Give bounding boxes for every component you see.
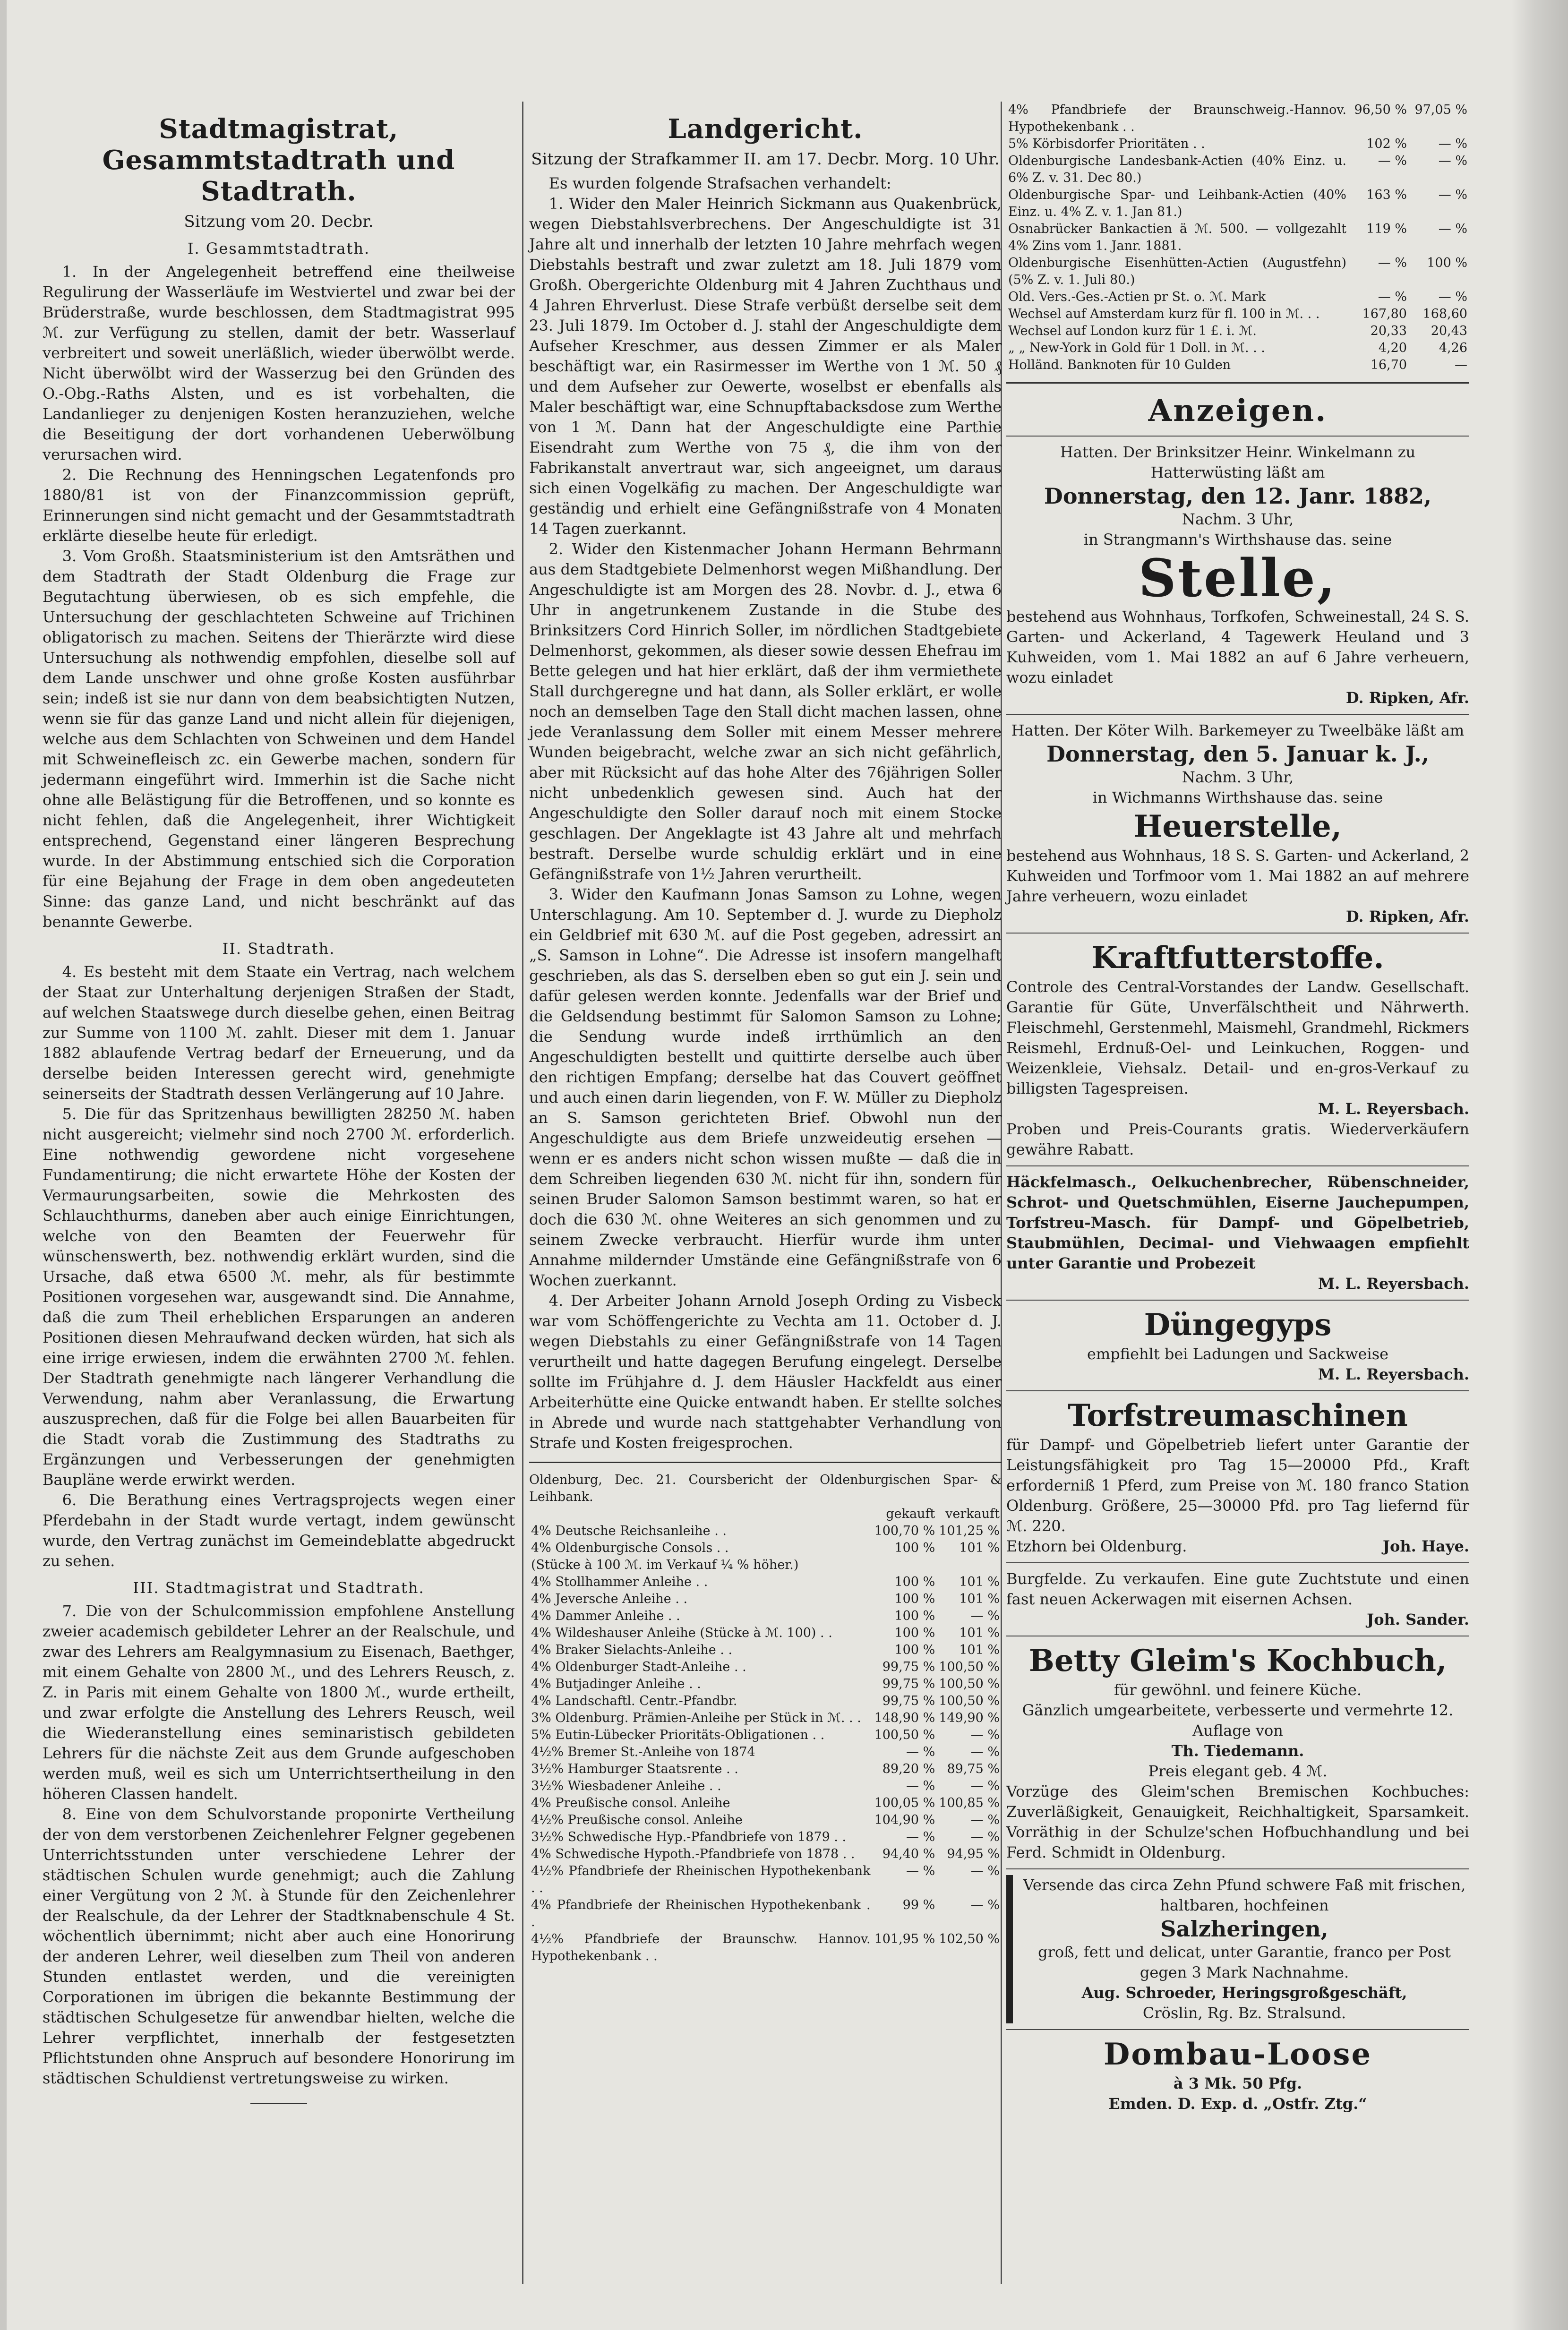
- ask-price: 94,95 %: [947, 1847, 1000, 1861]
- divider: [1006, 436, 1469, 437]
- divider: [1006, 933, 1469, 934]
- ad-footer: [1006, 1536, 1469, 1557]
- bid-price: — %: [906, 1779, 935, 1793]
- ask-price: — %: [1438, 290, 1467, 304]
- ask-price: 101 %: [959, 1626, 1000, 1640]
- ask-price: 97,05 %: [1414, 103, 1467, 117]
- ask-price: 100,85 %: [939, 1796, 1000, 1810]
- page-right-shadow: [1511, 0, 1568, 2330]
- ad-burgfelde: [1006, 1569, 1469, 1630]
- rate-row: [529, 1744, 1002, 1761]
- security-name: 4½% Pfandbriefe der Braunschw. Hannov. Hypothekenbank . .: [531, 1932, 871, 1963]
- ads-title: Anzeigen.: [1148, 393, 1328, 428]
- security-name: Osnabrücker Bankactien ä ℳ. 500. — vollgezahlt 4% Zins vom 1. Janr. 1881.: [1008, 222, 1346, 253]
- bid-price: 99 %: [902, 1898, 935, 1912]
- rate-row: [1006, 102, 1469, 136]
- ask-price: — %: [970, 1728, 1000, 1742]
- ad-intro: Hatten. Der Köter Wilh. Barkemeyer zu Tweelbäke läßt am: [1011, 721, 1465, 739]
- ad-headline: Heuerstelle,: [1133, 809, 1342, 844]
- security-name: 3½% Wiesbadener Anleihe . .: [531, 1779, 721, 1793]
- ask-price: [937, 1557, 1002, 1574]
- rate-row: [1006, 153, 1469, 187]
- ad-salzheringe: [1006, 1875, 1469, 2023]
- ad-place: Cröslin, Rg. Bz. Stralsund.: [1142, 2004, 1346, 2022]
- intro-line: Es wurden folgende Strafsachen verhandelt:: [548, 174, 891, 192]
- paragraph: 3. Wider den Kaufmann Jonas Samson zu Lohne, wegen Unterschlagung. Am 10. September d. J. wurde zu Diepholz ein Geldbrief mit 630 ℳ. auf die Post gegeben, adressirt an „S. Samson in Lohne“. Die Adresse ist insofern mangelhaft geschrieben, als das S. derselben eben so gut ein J. sein und dafür gelesen werden konnte. Jedenfalls war der Brief und die Geldsendung bestimmt für Salomon Samson zu Lohne; die Sendung wurde indeß irrthümlich an den Angeschuldigten bestellt und quittirte derselbe auch über den richtigen Empfang; derselbe hat das Couvert geöffnet und auch einen darin liegenden, von F. W. Müller zu Diepholz an S. Samson gerichteten Brief. Obwohl nun der Angeschuldigte aus dem Briefe unzweideutig ersehen — wenn er es anders nicht schon wissen mußte — daß die in dem Schreiben liegenden 630 ℳ. nicht für ihn, sondern für seinen Bruder Salomon Samson bestimmt waren, so hat er doch die 630 ℳ. ohne Weiteres an sich genommen und zu seinem Zwecke verbraucht. Hierfür wurde ihm unter Annahme mildernder Umstände eine Gefängnißstrafe von 6 Wochen zuerkannt.: [529, 885, 1002, 1289]
- ad-body: bestehend aus Wohnhaus, 18 S. S. Garten- und Ackerland, 2 Kuhweiden und Torfmoor vom 1. Mai 1882 an auf mehrere Jahre verheuern, wozu einladet: [1006, 847, 1469, 905]
- rate-row: [529, 1846, 1002, 1863]
- rate-row: [529, 1863, 1002, 1897]
- ad-headline: Betty Gleim's Kochbuch,: [1028, 1643, 1447, 1679]
- bid-price: 16,70: [1370, 358, 1407, 372]
- bid-price: 100,05 %: [874, 1796, 935, 1810]
- ad-body: Gänzlich umgearbeitete, verbesserte und vermehrte 12. Auflage von: [1022, 1701, 1454, 1739]
- bid-price: 100,50 %: [874, 1728, 935, 1742]
- rate-row: [529, 1574, 1002, 1591]
- security-name: 5% Körbisdorfer Prioritäten . .: [1008, 137, 1205, 151]
- ask-price: 89,75 %: [947, 1762, 1000, 1776]
- ask-price: — %: [970, 1609, 1000, 1623]
- bid-price: 100 %: [894, 1609, 935, 1623]
- ad-headline: Kraftfutterstoffe.: [1091, 940, 1384, 976]
- section-heading: I. Gesammtstadtrath.: [187, 240, 370, 257]
- ad-subtitle: für gewöhnl. und feinere Küche.: [1114, 1681, 1362, 1699]
- ad-time: Nachm. 3 Uhr,: [1182, 510, 1294, 528]
- bid-price: — %: [906, 1745, 935, 1759]
- ad-signature: D. Ripken, Afr.: [1345, 689, 1469, 707]
- ad-body: Controle des Central-Vorstandes der Landw. Gesellschaft. Garantie für Güte, Unverfälschtheit und Nährwerth. Fleischmehl, Gerstenmehl, Maismehl, Grandmehl, Rickmers Reismehl, Erdnuß-Oel- und Leinkuchen, Roggen- und Weizenkleie, Viehsalz. Detail- und en-gros-Verkauf zu billigsten Tagespreisen.: [1006, 978, 1469, 1097]
- paragraph: 5. Die für das Spritzenhaus bewilligten 28250 ℳ. haben nicht ausgereicht; vielmehr sind noch 2700 ℳ. erforderlich. Eine nothwendig gewordene nicht vorgesehene Fundamentirung; die nicht erwartete Höhe der Kosten der Vermaurungsarbeiten, sowie die Mehrkosten des Schlauchthurms, daneben aber auch einige Einrichtungen, welche von den Beamten der Feuerwehr für wünschenswerth, bez. nothwendig erklärt wurden, sind die Ursache, daß etwa 6500 ℳ. mehr, als für bestimmte Positionen vorgesehen war, ausgewandt sind. Die Annahme, daß die zum Theil erheblichen Ersparungen an anderen Positionen diesen Mehraufwand decken würden, hat sich als eine irrige erwiesen, indem die erwähnten 2700 ℳ. fehlen. Der Stadtrath genehmigte nach längerer Verhandlung die Verwendung, nahm aber Veranlassung, die Erwartung auszusprechen, daß für die Folge bei allen Bauarbeiten für die Stadt vorab die Zustimmung des Stadtraths zu Ergänzungen und Verbesserungen der genehmigten Baupläne werde erwirkt werden.: [43, 1105, 515, 1489]
- column-header: gekauft: [886, 1507, 935, 1521]
- security-name: 4% Pfandbriefe der Rheinischen Hypothekenbank . .: [531, 1898, 871, 1929]
- ad-body: bestehend aus Wohnhaus, Torfkofen, Schweinestall, 24 S. S. Garten- und Ackerland, 4 Tagewerk Heuland und 3 Kuhweiden, vom 1. Mai 1882 an auf 6 Jahre verheuern, wozu einladet: [1006, 608, 1469, 686]
- rate-row: [529, 1812, 1002, 1829]
- security-name: 4% Stollhammer Anleihe . .: [531, 1575, 708, 1589]
- rate-row: [529, 1676, 1002, 1693]
- ask-price: 102,50 %: [939, 1932, 1000, 1946]
- ad-kraftfutter: [1006, 939, 1469, 1160]
- bid-price: 100,70 %: [874, 1524, 935, 1538]
- ask-price: — %: [970, 1898, 1000, 1912]
- ask-price: 20,43: [1431, 324, 1467, 338]
- ask-price: —: [1455, 358, 1467, 372]
- column-stadtmagistrat: [43, 94, 515, 2104]
- ad-winkelmann: [1006, 442, 1469, 708]
- ad-price: Preis elegant geb. 4 ℳ.: [1148, 1762, 1328, 1780]
- ad-intro: Versende das circa Zehn Pfund schwere Faß mit frischen, haltbaren, hochfeinen: [1023, 1876, 1466, 1914]
- ask-price: 4,26: [1439, 341, 1467, 355]
- section-heading: III. Stadtmagistrat und Stadtrath.: [133, 1579, 425, 1597]
- paragraph: 4. Es besteht mit dem Staate ein Vertrag, nach welchem der Staat zur Unterhaltung derjenigen Straßen der Stadt, auf welchen Staatswege durch dieselbe gehen, einen Beitrag zur Summe von 1100 ℳ. zahlt. Dieser mit dem 1. Januar 1882 ablaufende Vertrag bedarf der Erneuerung, und da derselbe beiden Interessen gerecht wird, genehmigte seinerseits der Stadtrath dessen Verlängerung auf 10 Jahre.: [43, 963, 515, 1103]
- ask-price: 100,50 %: [939, 1694, 1000, 1708]
- ad-dombau: [1006, 2036, 1469, 2114]
- security-name: 4% Butjadinger Anleihe . .: [531, 1677, 701, 1691]
- ask-price: — %: [1438, 137, 1467, 151]
- divider: [529, 1462, 1002, 1463]
- ad-intro: Hatten. Der Brinksitzer Heinr. Winkelmann zu Hatterwüsting läßt am: [1060, 443, 1416, 481]
- bid-price: — %: [906, 1830, 935, 1844]
- ask-price: 101,25 %: [939, 1524, 1000, 1538]
- security-name: 4% Pfandbriefe der Braunschweig.-Hannov. Hypothekenbank . .: [1008, 103, 1346, 134]
- ad-time: Nachm. 3 Uhr,: [1182, 768, 1294, 786]
- ad-signature: M. L. Reyersbach.: [1318, 1100, 1469, 1118]
- course-table: [529, 1506, 1002, 1965]
- bid-price: — %: [906, 1864, 935, 1878]
- ask-price: 101 %: [959, 1575, 1000, 1589]
- bid-price: 4,20: [1378, 341, 1407, 355]
- ad-signature: Joh. Sander.: [1367, 1610, 1469, 1628]
- security-name: (Stücke à 100 ℳ. im Verkauf ¼ % höher.): [531, 1558, 799, 1572]
- ad-signature: Joh. Haye.: [1382, 1537, 1469, 1555]
- security-name: 4% Deutsche Reichsanleihe . .: [531, 1524, 727, 1538]
- security-name: 5% Eutin-Lübecker Prioritäts-Obligationen . .: [531, 1728, 825, 1742]
- security-name: 3% Oldenburg. Prämien-Anleihe per Stück in ℳ. . .: [531, 1711, 861, 1725]
- security-name: 4½% Pfandbriefe der Rheinischen Hypothekenbank . .: [531, 1864, 871, 1895]
- security-name: 4% Braker Sielachts-Anleihe . .: [531, 1643, 733, 1657]
- divider: [1006, 714, 1469, 715]
- rate-row: [529, 1523, 1002, 1540]
- bid-price: 96,50 %: [1354, 103, 1407, 117]
- bid-price: 99,75 %: [882, 1694, 935, 1708]
- ask-price: — %: [1438, 154, 1467, 168]
- ask-price: 101 %: [959, 1592, 1000, 1606]
- end-rule: [250, 2103, 307, 2104]
- rate-row: [529, 1931, 1002, 1965]
- column-anzeigen: [1006, 102, 1469, 2117]
- paragraph: 6. Die Berathung eines Vertragsprojects wegen einer Pferdebahn in der Stadt wurde vertagt, indem gewünscht wurde, den Vertrag zunächst im Gemeindeblatte abgedruckt zu sehen.: [43, 1491, 515, 1570]
- security-name: 3½% Hamburger Staatsrente . .: [531, 1762, 738, 1776]
- rate-row: [529, 1693, 1002, 1710]
- ask-price: 149,90 %: [939, 1711, 1000, 1725]
- ad-barkemeyer: [1006, 720, 1469, 927]
- rate-row: [529, 1659, 1002, 1676]
- rate-row: [1006, 357, 1469, 374]
- rate-row: [529, 1540, 1002, 1557]
- column-rule-1: [522, 102, 523, 2284]
- ad-place: in Wichmanns Wirthshause das. seine: [1092, 788, 1383, 806]
- rate-row: [1006, 323, 1469, 340]
- rate-row: [529, 1897, 1002, 1931]
- security-name: 4% Oldenburger Stadt-Anleihe . .: [531, 1660, 746, 1674]
- article-title: Landgericht.: [668, 113, 863, 145]
- bid-price: 167,80: [1362, 307, 1407, 321]
- ask-price: — %: [970, 1745, 1000, 1759]
- ad-headline: Dombau-Loose: [1103, 2037, 1372, 2072]
- rate-row: [529, 1727, 1002, 1744]
- paragraph: 7. Die von der Schulcommission empfohlene Anstellung zweier academisch gebildeter Lehrer an der Realschule, und zwar des Lehrers am Realgymnasium zu Eisenach, Baethger, mit einem Gehalte von 2800 ℳ., und des Lehrers Reusch, z. Z. in Paris mit einem Gehalte von 1800 ℳ., wurde ertheilt, und zwar erfolgte die Anstellung des Lehrers Reusch, weil die Wiederanstellung eines seminaristisch gebildeten Lehrers für die nächste Zeit aus dem Grunde aufgeschoben werden muß, weil es sich um Unterrichtsertheilung in den höheren Classen handelt.: [43, 1602, 515, 1803]
- bid-price: 102 %: [1366, 137, 1407, 151]
- security-name: Oldenburgische Landesbank-Actien (40% Einz. u. 6% Z. v. 31. Dec 80.): [1008, 154, 1346, 185]
- bid-price: — %: [1378, 290, 1407, 304]
- ask-price: 168,60: [1422, 307, 1467, 321]
- session-line: Sitzung vom 20. Decbr.: [184, 212, 374, 231]
- bid-price: 119 %: [1366, 222, 1407, 236]
- ad-note: Proben und Preis-Courants gratis. Wiederverkäufern gewähre Rabatt.: [1006, 1120, 1469, 1158]
- ad-body: Burgfelde. Zu verkaufen. Eine gute Zuchtstute und einen fast neuen Ackerwagen mit eisernen Achsen.: [1006, 1570, 1469, 1608]
- rate-row: [1006, 221, 1469, 255]
- ask-price: 100,50 %: [939, 1677, 1000, 1691]
- bid-price: 20,33: [1370, 324, 1407, 338]
- bid-price: 100 %: [894, 1541, 935, 1555]
- ask-price: 100 %: [1427, 256, 1467, 270]
- bid-price: 99,75 %: [882, 1677, 935, 1691]
- ask-price: — %: [970, 1813, 1000, 1827]
- divider: [1006, 382, 1469, 384]
- rate-row: [1006, 289, 1469, 306]
- divider: [1006, 1165, 1469, 1166]
- session-line: Sitzung der Strafkammer II. am 17. Decbr. Morg. 10 Uhr.: [531, 150, 1000, 169]
- rate-row: [529, 1778, 1002, 1795]
- ad-body: für Dampf- und Göpelbetrieb liefert unter Garantie der Leistungsfähigkeit pro Tag 15—20000 Pfd., Kraft erforderniß 1 Pferd, zum Preise von ℳ. 180 franco Station Oldenburg. Größere, 25—30000 Pfd. pro Tag liefernd für ℳ. 220.: [1006, 1436, 1469, 1535]
- divider: [1006, 1868, 1469, 1869]
- bid-price: 89,20 %: [882, 1762, 935, 1776]
- bid-price: — %: [1378, 154, 1407, 168]
- rate-row: [1006, 255, 1469, 289]
- ad-author: Th. Tiedemann.: [1171, 1742, 1304, 1760]
- security-name: 4% Dammer Anleihe . .: [531, 1609, 680, 1623]
- bid-price: 94,40 %: [882, 1847, 935, 1861]
- rate-row: [529, 1795, 1002, 1812]
- bid-price: 100 %: [894, 1643, 935, 1657]
- bid-price: — %: [1378, 256, 1407, 270]
- ad-place: Etzhorn bei Oldenburg.: [1006, 1537, 1187, 1555]
- ad-headline: Stelle,: [1138, 548, 1337, 608]
- rate-row: [529, 1829, 1002, 1846]
- ask-price: 101 %: [959, 1541, 1000, 1555]
- ad-torfstreu: [1006, 1397, 1469, 1557]
- security-name: 4% Landschaftl. Centr.-Pfandbr.: [531, 1694, 737, 1708]
- security-name: Holländ. Banknoten für 10 Gulden: [1008, 358, 1231, 372]
- ad-headline: Torfstreumaschinen: [1068, 1398, 1408, 1433]
- ask-price: — %: [970, 1864, 1000, 1878]
- ad-signature: Emden. D. Exp. d. „Ostfr. Ztg.“: [1108, 2095, 1367, 2113]
- rate-row: [529, 1557, 1002, 1574]
- section-heading: II. Stadtrath.: [222, 940, 335, 958]
- rate-row: [1006, 136, 1469, 153]
- ad-body: empfiehlt bei Ladungen und Sackweise: [1087, 1345, 1389, 1363]
- security-name: Old. Vers.-Ges.-Actien pr St. o. ℳ. Mark: [1008, 290, 1266, 304]
- security-name: Oldenburgische Spar- und Leihbank-Actien (40% Einz. u. 4% Z. v. 1. Jan 81.): [1008, 188, 1346, 219]
- security-name: Oldenburgische Eisenhütten-Actien (Augustfehn) (5% Z. v. 1. Juli 80.): [1008, 256, 1346, 287]
- page-left-edge: [0, 0, 7, 2330]
- bid-price: 100 %: [894, 1575, 935, 1589]
- ad-date: Donnerstag, den 12. Janr. 1882,: [1044, 483, 1432, 509]
- paragraph: 2. Die Rechnung des Henningschen Legatenfonds pro 1880/81 ist von der Finanzcommission geprüft, Erinnerungen sind nicht gemacht und der Gesammtstadtrath erklärte dieselbe heute für erledigt.: [43, 466, 515, 545]
- ask-price: 101 %: [959, 1643, 1000, 1657]
- course-report-title: Oldenburg, Dec. 21. Coursbericht der Oldenburgischen Spar- & Leihbank.: [529, 1473, 1002, 1504]
- bid-price: 99,75 %: [882, 1660, 935, 1674]
- security-name: Wechsel auf Amsterdam kurz für fl. 100 in ℳ. . .: [1008, 307, 1320, 321]
- security-name: 3½% Schwedische Hyp.-Pfandbriefe von 1879 . .: [531, 1830, 847, 1844]
- paragraph: 1. Wider den Maler Heinrich Sickmann aus Quakenbrück, wegen Diebstahlsverbrechens. Der Angeschuldigte ist 31 Jahre alt und innerhalb der letzten 10 Jahre mehrfach wegen Diebstahls bestraft und zwar zuletzt am 18. Juli 1879 vom Großh. Obergerichte Oldenburg mit 4 Jahren Zuchthaus und 4 Jahren Ehrverlust. Diese Strafe verbüßt derselbe seit dem 23. Juli 1879. Im October d. J. stahl der Angeschuldigte dem Aufseher Kreschmer, aus dessen Zimmer er als Maler beschäftigt war, ein Rasirmesser im Werthe von 1 ℳ. 50 ₰ und dem Aufseher zur Oewerte, woselbst er ebenfalls als Maler beschäftigt war, eine Schnupftabacksdose zum Werthe von 1 ℳ. Dann hat der Angeschuldigte eine Parthie Eisendraht zum Werthe von 75 ₰, die ihm von der Fabrikanstalt anvertraut war, sich angeeignet, um daraus sich einen Vogelkäfig zu machen. Der Angeschuldigte war geständig und erhielt eine Gefängnißstrafe von 4 Monaten 14 Tagen zuerkannt.: [529, 195, 1002, 538]
- bid-price: 100 %: [894, 1626, 935, 1640]
- bid-price: [873, 1557, 937, 1574]
- ask-price: — %: [970, 1779, 1000, 1793]
- security-name: 4½% Bremer St.-Anleihe von 1874: [531, 1745, 755, 1759]
- ask-price: — %: [1438, 188, 1467, 202]
- ad-headline: Düngegyps: [1144, 1307, 1332, 1343]
- paragraph: 4. Der Arbeiter Johann Arnold Joseph Ording zu Visbeck war vom Schöffengerichte zu Vechta am 11. October d. J. wegen Diebstahls zu einer Gefängnißstrafe von 14 Tagen verurtheilt und hatte dagegen Berufung eingelegt. Derselbe sollte im Frühjahre d. J. dem Häusler Hackfeldt aus einer Arbeiterhütte eine Quicke entwandt haben. Er stellte solches in Abrede und wurde nach stattgehabter Verhandlung von Strafe und Kosten freigesprochen.: [529, 1292, 1002, 1452]
- bid-price: 163 %: [1366, 188, 1407, 202]
- ad-duengegyps: [1006, 1306, 1469, 1385]
- column-landgericht: [529, 94, 1002, 1965]
- ask-price: — %: [970, 1830, 1000, 1844]
- column-header: verkauft: [945, 1507, 1000, 1521]
- rate-row: [529, 1642, 1002, 1659]
- divider: [1006, 1562, 1469, 1563]
- paragraph: 1. In der Angelegenheit betreffend eine theilweise Regulirung der Wasserläufe im Westviertel und zwar bei der Brüderstraße, wurde beschlossen, dem Stadtmagistrat 995 ℳ. zur Verfügung zu stellen, damit der betr. Wasserlauf verbreitert und soweit unerläßlich, wieder überwölbt werde. Nicht überwölbt wird der Wasserzug bei den Gründen des O.-Obg.-Raths Alsten, und es ist vorbehalten, die Landanlieger zu denjenigen Kosten heranzuziehen, welche die Beseitigung der dort vorhandenen Ueberwölbung verursachen wird.: [43, 263, 515, 463]
- ask-price: — %: [1438, 222, 1467, 236]
- ad-text: Vorzüge des Gleim'schen Bremischen Kochbuches: Zuverläßigkeit, Genauigkeit, Reichhaltigkeit, Sparsamkeit. Vorräthig in der Schulze'schen Hofbuchhandlung und bei Ferd. Schmidt in Oldenburg.: [1006, 1782, 1469, 1861]
- rate-row: [1006, 340, 1469, 357]
- ad-body: Häckfelmasch., Oelkuchenbrecher, Rübenschneider, Schrot- und Quetschmühlen, Eiserne Jauchepumpen, Torfstreu-Masch. für Dampf- und Göpelbetrieb, Staubmühlen, Decimal- und Viehwaagen empfiehlt unter Garantie und Probezeit: [1006, 1173, 1469, 1272]
- rate-row: [1006, 187, 1469, 221]
- ask-price: 100,50 %: [939, 1660, 1000, 1674]
- paragraph: 2. Wider den Kistenmacher Johann Hermann Behrmann aus dem Stadtgebiete Delmenhorst wegen Mißhandlung. Der Angeschuldigte ist am Morgen des 28. Novbr. d. J., etwa 6 Uhr in angetrunkenem Zustande in die Stube des Brinksitzers Cord Hinrich Soller, im nördlichen Stadtgebiete Delmenhorst, gekommen, als dieser sowie dessen Ehefrau im Bette gelegen und hat hier erklärt, daß der ihm vermiethete Stall durchgeregne und hat dann, als Soller erklärt, er wolle noch an demselben Tage den Stall dicht machen lassen, ohne jede Veranlassung dem Soller mit einem Messer mehrere Wunden beigebracht, welche zwar an sich nicht gefährlich, aber mit Rücksicht auf das hohe Alter des 76jährigen Soller nicht unbedenklich gewesen sind. Auch hat der Angeschuldigte den Soller darauf noch mit einem Stocke geschlagen. Der Angeklagte ist 43 Jahre alt und mehrfach bestraft. Derselbe wurde schuldig erklärt und in eine Gefängnißstrafe von 1½ Jahren verurtheilt.: [529, 540, 1002, 883]
- rate-row: [1006, 306, 1469, 323]
- rate-row: [529, 1608, 1002, 1625]
- ad-place: in Strangmann's Wirthshause das. seine: [1083, 531, 1392, 548]
- ad-headline: Salzheringen,: [1160, 1916, 1328, 1942]
- paragraph: 3. Vom Großh. Staatsministerium ist den Amtsräthen und dem Stadtrath der Stadt Oldenburg die Frage zur Begutachtung überwiesen, ob es sich empfehle, die Untersuchung der geschlachteten Schweine auf Trichinen obligatorisch zu machen. Seitens der Thierärzte wird diese Untersuchung als nothwendig empfohlen, dieselbe soll auf dem Lande unschwer und ohne große Kosten ausführbar sein; indeß ist sie nur dann von dem beabsichtigten Nutzen, wenn sie für das ganze Land und nicht allein für diejenigen, welche aus dem Schlachten von Schweinen und dem Handel mit Schweinefleisch zc. ein Gewerbe machen, sondern für jedermann eingeführt wird. Immerhin ist die Sache nicht ohne alle Belästigung für die Betroffenen, und so konnte es nicht fehlen, daß die Angelegenheit, ihrer Wichtigkeit entsprechend, Gegenstand einer längeren Besprechung wurde. In der Abstimmung entschied sich die Corporation für eine Bejahung der Frage in dem oben angedeuteten Sinne: das ganze Land, und nicht beschränkt auf das benannte Gewerbe.: [43, 547, 515, 931]
- bid-price: 104,90 %: [874, 1813, 935, 1827]
- article-title: Stadtmagistrat, Gesammtstadtrath und Stadtrath.: [102, 113, 455, 207]
- rate-row: [529, 1591, 1002, 1608]
- security-name: 4% Schwedische Hypoth.-Pfandbriefe von 1878 . .: [531, 1847, 855, 1861]
- divider: [1006, 1390, 1469, 1391]
- ad-signature: M. L. Reyersbach.: [1318, 1365, 1469, 1383]
- divider: [1006, 2029, 1469, 2030]
- bid-price: 100 %: [894, 1592, 935, 1606]
- bid-price: 148,90 %: [874, 1711, 935, 1725]
- bid-price: 101,95 %: [874, 1932, 935, 1946]
- ad-signature: Aug. Schroeder, Heringsgroßgeschäft,: [1081, 1984, 1407, 2002]
- ad-body: groß, fett und delicat, unter Garantie, franco per Post gegen 3 Mark Nachnahme.: [1038, 1943, 1451, 1981]
- security-name: 4½% Preußische consol. Anleihe: [531, 1813, 743, 1827]
- ad-signature: M. L. Reyersbach.: [1318, 1275, 1469, 1293]
- security-name: 4% Jeversche Anleihe . .: [531, 1592, 688, 1606]
- rate-row: [529, 1625, 1002, 1642]
- rate-row: [529, 1710, 1002, 1727]
- security-name: Wechsel auf London kurz für 1 £. i. ℳ.: [1008, 324, 1257, 338]
- ad-signature: D. Ripken, Afr.: [1345, 908, 1469, 925]
- rate-row: [529, 1761, 1002, 1778]
- ad-price: à 3 Mk. 50 Pfg.: [1173, 2074, 1302, 2092]
- ad-date: Donnerstag, den 5. Januar k. J.,: [1046, 741, 1429, 767]
- paragraph: 8. Eine von dem Schulvorstande proponirte Vertheilung der von dem verstorbenen Zeichenlehrer Felgner gegebenen Unterrichtsstunden unter verschiedene Lehrer der städtischen Schulen wurde genehmigt; auch die Zahlung einer Vergütung von 2 ℳ. à Stunde für den Zeichenlehrer der Realschule, da der Lehrer der Stadtknabenschule 4 St. wöchentlich übernimmt; nicht aber auch eine Honorirung der anderen Lehrer, weil dieselben zum Theil von anderen Stunden entlastet werden, und die vereinigten Corporationen im übrigen die bekannte Bestimmung der städtischen Schulgesetze für anwendbar hielten, welche die Lehrer verpflichtet, innerhalb der festgesetzten Pflichtstunden ohne Anspruch auf besondere Honorirung im städtischen Schuldienst vertretungsweise zu wirken.: [43, 1805, 515, 2087]
- divider: [1006, 1300, 1469, 1301]
- course-table-continued: [1006, 102, 1469, 374]
- security-name: 4% Wildeshauser Anleihe (Stücke à ℳ. 100) . .: [531, 1626, 832, 1640]
- security-name: 4% Oldenburgische Consols . .: [531, 1541, 729, 1555]
- security-name: „ „ New-York in Gold für 1 Doll. in ℳ. . .: [1008, 341, 1265, 355]
- security-name: 4% Preußische consol. Anleihe: [531, 1796, 730, 1810]
- ad-kochbuch: [1006, 1642, 1469, 1863]
- ad-maschinen: [1006, 1172, 1469, 1294]
